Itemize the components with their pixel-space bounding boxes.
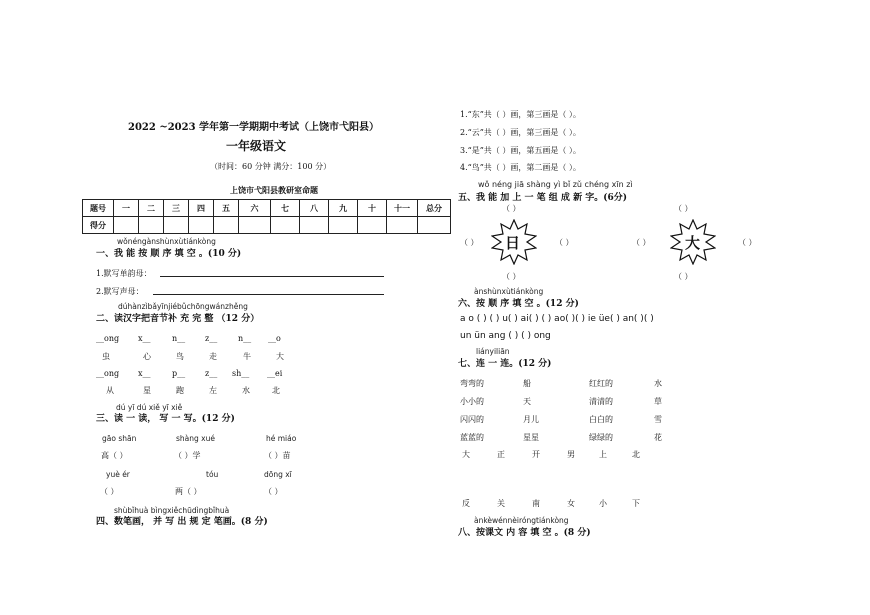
q4-item[interactable]: 4.“鸟”共（ ）画，第二画是（ ）。 bbox=[460, 163, 581, 172]
q3-word-pinyin: dōng xī bbox=[264, 470, 292, 479]
q2-char: 从 bbox=[106, 386, 114, 395]
q5-blank-top[interactable]: （ ） bbox=[502, 204, 521, 213]
q3-pinyin: dú yī dú xiě yī xiě bbox=[116, 403, 183, 412]
score-cell-label: 得分 bbox=[83, 217, 114, 234]
q7-opposite-top[interactable]: 北 bbox=[632, 450, 640, 459]
q5-blank-bottom[interactable]: （ ） bbox=[674, 272, 693, 281]
exam-title: 2022 ~2023 学年第一学期期中考试（上饶市弋阳县） bbox=[128, 122, 380, 133]
q2-char: 跑 bbox=[176, 386, 184, 395]
q7-right-item[interactable]: 水 bbox=[654, 379, 662, 388]
q7-opposite-bottom[interactable]: 南 bbox=[532, 499, 540, 508]
q3-answer[interactable]: （ ） bbox=[100, 487, 119, 496]
q1-title: 一、我 能 按 顺 序 填 空 。(10 分) bbox=[96, 249, 242, 259]
q3-word-pinyin: shàng xué bbox=[176, 434, 215, 443]
q4-item[interactable]: 2.“云”共（ ）画，第三画是（ ）。 bbox=[460, 128, 581, 137]
subject-title: 一年级语文 bbox=[226, 139, 287, 153]
q7-right-item[interactable]: 草 bbox=[654, 397, 662, 406]
q5-title: 五、我 能 加 上 一 笔 组 成 新 字。(6分) bbox=[458, 193, 627, 203]
q1-pinyin: wǒnéngànshùnxùtiánkòng bbox=[117, 237, 216, 246]
q2-syllable[interactable]: p__ bbox=[172, 369, 186, 378]
q3-answer[interactable]: 高（ ） bbox=[101, 451, 128, 460]
q2-syllable[interactable]: n__ bbox=[172, 334, 186, 343]
q7-opposite-top[interactable]: 正 bbox=[497, 450, 505, 459]
score-header-cell: 八 bbox=[300, 200, 329, 217]
exam-meta: （时间：60 分钟 满分：100 分） bbox=[210, 162, 332, 171]
q1-line2-label: 2.默写声母： bbox=[96, 287, 144, 296]
q7-opposite-bottom[interactable]: 下 bbox=[632, 499, 640, 508]
q3-answer[interactable]: （ ） bbox=[264, 487, 283, 496]
q7-right-adj[interactable]: 红红的 bbox=[589, 379, 613, 388]
score-header-cell: 十 bbox=[358, 200, 387, 217]
q7-left-item[interactable]: 闪闪的 bbox=[460, 415, 484, 424]
q2-char: 心 bbox=[143, 352, 151, 361]
score-table-score-row bbox=[83, 217, 451, 234]
q7-left-item[interactable]: 弯弯的 bbox=[460, 379, 484, 388]
score-table-header-row bbox=[83, 200, 451, 217]
q3-word-pinyin: tóu bbox=[206, 470, 219, 479]
q3-answer[interactable]: （ ）苗 bbox=[264, 451, 291, 460]
score-header-cell: 九 bbox=[329, 200, 358, 217]
q6-row2[interactable]: un ün ang ( ) ( ) ong bbox=[460, 331, 551, 341]
q7-opposite-bottom[interactable]: 反 bbox=[462, 499, 470, 508]
q2-char: 牛 bbox=[243, 352, 251, 361]
score-input-cell[interactable] bbox=[189, 217, 214, 234]
score-header-cell: 十一 bbox=[387, 200, 418, 217]
score-table bbox=[82, 199, 451, 234]
q3-answer[interactable]: （ ）学 bbox=[174, 451, 201, 460]
q2-char: 左 bbox=[209, 386, 217, 395]
score-input-cell[interactable] bbox=[114, 217, 139, 234]
q7-mid-item[interactable]: 天 bbox=[523, 397, 531, 406]
q7-opposite-bottom[interactable]: 关 bbox=[497, 499, 505, 508]
q7-right-adj[interactable]: 绿绿的 bbox=[589, 433, 613, 442]
q2-char: 大 bbox=[276, 352, 284, 361]
q2-char: 走 bbox=[209, 352, 217, 361]
q1-line1-label: 1.默写单韵母： bbox=[96, 269, 152, 278]
q2-syllable[interactable]: sh__ bbox=[232, 369, 250, 378]
q2-title: 二、读汉字把音节补 充 完 整 （12 分） bbox=[96, 314, 260, 324]
score-header-cell: 一 bbox=[114, 200, 139, 217]
q2-char: 虫 bbox=[102, 352, 110, 361]
q7-opposite-top[interactable]: 开 bbox=[532, 450, 540, 459]
score-input-cell[interactable] bbox=[387, 217, 418, 234]
q7-right-adj[interactable]: 清清的 bbox=[589, 397, 613, 406]
q2-syllable[interactable]: x__ bbox=[138, 369, 151, 378]
q2-char: 星 bbox=[143, 386, 151, 395]
q7-pinyin: liányiliān bbox=[476, 347, 510, 356]
score-input-cell[interactable] bbox=[271, 217, 300, 234]
score-header-cell: 五 bbox=[214, 200, 239, 217]
q2-syllable[interactable]: n__ bbox=[238, 334, 252, 343]
q4-item[interactable]: 1.“东”共（ ）画，第三画是（ ）。 bbox=[460, 110, 581, 119]
q7-mid-item[interactable]: 月儿 bbox=[523, 415, 539, 424]
q6-title: 六、按 顺 序 填 空 。(12 分) bbox=[458, 299, 579, 309]
q2-syllable[interactable]: __ong bbox=[96, 334, 120, 343]
q2-pinyin: dúhànzìbǎyīnjiébǔchōngwánzhěng bbox=[118, 302, 248, 311]
q1-answer-line[interactable] bbox=[153, 294, 384, 295]
q2-char: 北 bbox=[272, 386, 280, 395]
q2-syllable[interactable]: __o bbox=[268, 334, 281, 343]
q2-syllable[interactable]: z__ bbox=[205, 369, 218, 378]
score-input-cell[interactable] bbox=[300, 217, 329, 234]
q4-item[interactable]: 3.“是”共（ ）画，第五画是（ ）。 bbox=[460, 146, 581, 155]
q2-syllable[interactable]: x__ bbox=[138, 334, 151, 343]
score-header-cell: 二 bbox=[139, 200, 164, 217]
q8-pinyin: ànkèwénnèiróngtiánkòng bbox=[474, 516, 569, 525]
q1-answer-line[interactable] bbox=[160, 276, 384, 277]
score-header-cell: 六 bbox=[239, 200, 271, 217]
q5-char-big: 大 bbox=[685, 234, 701, 252]
q3-title: 三、读 一 读， 写 一 写。(12 分) bbox=[96, 414, 235, 424]
q7-right-adj[interactable]: 白白的 bbox=[589, 415, 613, 424]
q5-blank-right[interactable]: （ ） bbox=[738, 238, 757, 247]
q3-word-pinyin: gāo shān bbox=[102, 434, 137, 443]
q7-opposite-bottom[interactable]: 小 bbox=[599, 499, 607, 508]
q3-word-pinyin: hé miáo bbox=[266, 434, 297, 443]
q7-mid-item[interactable]: 星星 bbox=[523, 433, 539, 442]
q7-mid-item[interactable]: 船 bbox=[523, 379, 531, 388]
q5-pinyin: wǒ néng jiā shàng yì bǐ zǔ chéng xīn zì bbox=[478, 180, 633, 189]
q4-title: 四、数笔画， 并 写 出 规 定 笔画。(8 分) bbox=[96, 517, 268, 527]
q4-pinyin: shùbǐhuà bìngxiěchūdìngbǐhuà bbox=[114, 506, 230, 515]
score-input-cell[interactable] bbox=[329, 217, 358, 234]
q8-title: 八、按课文 内 容 填 空 。(8 分) bbox=[458, 528, 591, 538]
score-input-cell[interactable] bbox=[164, 217, 189, 234]
score-header-cell: 七 bbox=[271, 200, 300, 217]
score-header-cell: 三 bbox=[164, 200, 189, 217]
q5-blank-left[interactable]: （ ） bbox=[632, 238, 651, 247]
q7-opposite-top[interactable]: 上 bbox=[599, 450, 607, 459]
q7-opposite-top[interactable]: 男 bbox=[567, 450, 575, 459]
score-input-cell[interactable] bbox=[214, 217, 239, 234]
q5-blank-right[interactable]: （ ） bbox=[555, 238, 574, 247]
q6-pinyin: ànshùnxùtiánkòng bbox=[474, 287, 544, 296]
q2-syllable[interactable]: z__ bbox=[205, 334, 218, 343]
q2-char: 水 bbox=[242, 386, 250, 395]
score-input-cell[interactable] bbox=[139, 217, 164, 234]
score-input-cell[interactable] bbox=[358, 217, 387, 234]
exam-org: 上饶市弋阳县教研室命题 bbox=[230, 185, 318, 195]
q5-blank-top[interactable]: （ ） bbox=[674, 204, 693, 213]
q2-syllable[interactable]: __ong bbox=[96, 369, 120, 378]
score-header-cell: 总分 bbox=[418, 200, 451, 217]
q7-opposite-bottom[interactable]: 女 bbox=[567, 499, 575, 508]
q7-right-item[interactable]: 雪 bbox=[654, 415, 662, 424]
q3-word-pinyin: yuè ér bbox=[106, 470, 130, 479]
q7-left-item[interactable]: 蓝蓝的 bbox=[460, 433, 484, 442]
score-header-cell: 四 bbox=[189, 200, 214, 217]
q7-left-item[interactable]: 小小的 bbox=[460, 397, 484, 406]
score-cell-label: 题号 bbox=[83, 200, 114, 217]
q7-opposite-top[interactable]: 大 bbox=[462, 450, 470, 459]
q2-char: 鸟 bbox=[176, 352, 184, 361]
q5-blank-bottom[interactable]: （ ） bbox=[502, 272, 521, 281]
q5-blank-left[interactable]: （ ） bbox=[460, 238, 479, 247]
q2-syllable[interactable]: __ei bbox=[267, 369, 283, 378]
q7-title: 七、连 一 连。(12 分) bbox=[458, 359, 552, 369]
score-input-cell[interactable] bbox=[239, 217, 271, 234]
q3-answer[interactable]: 两（ ） bbox=[175, 487, 202, 496]
q5-char-sun: 日 bbox=[505, 234, 521, 252]
score-input-cell[interactable] bbox=[418, 217, 451, 234]
q7-right-item[interactable]: 花 bbox=[654, 433, 662, 442]
q6-row1[interactable]: a o ( ) ( ) u( ) ai( ) ( ) ao( )( ) ie üe( ) an( )( ) bbox=[460, 314, 654, 324]
